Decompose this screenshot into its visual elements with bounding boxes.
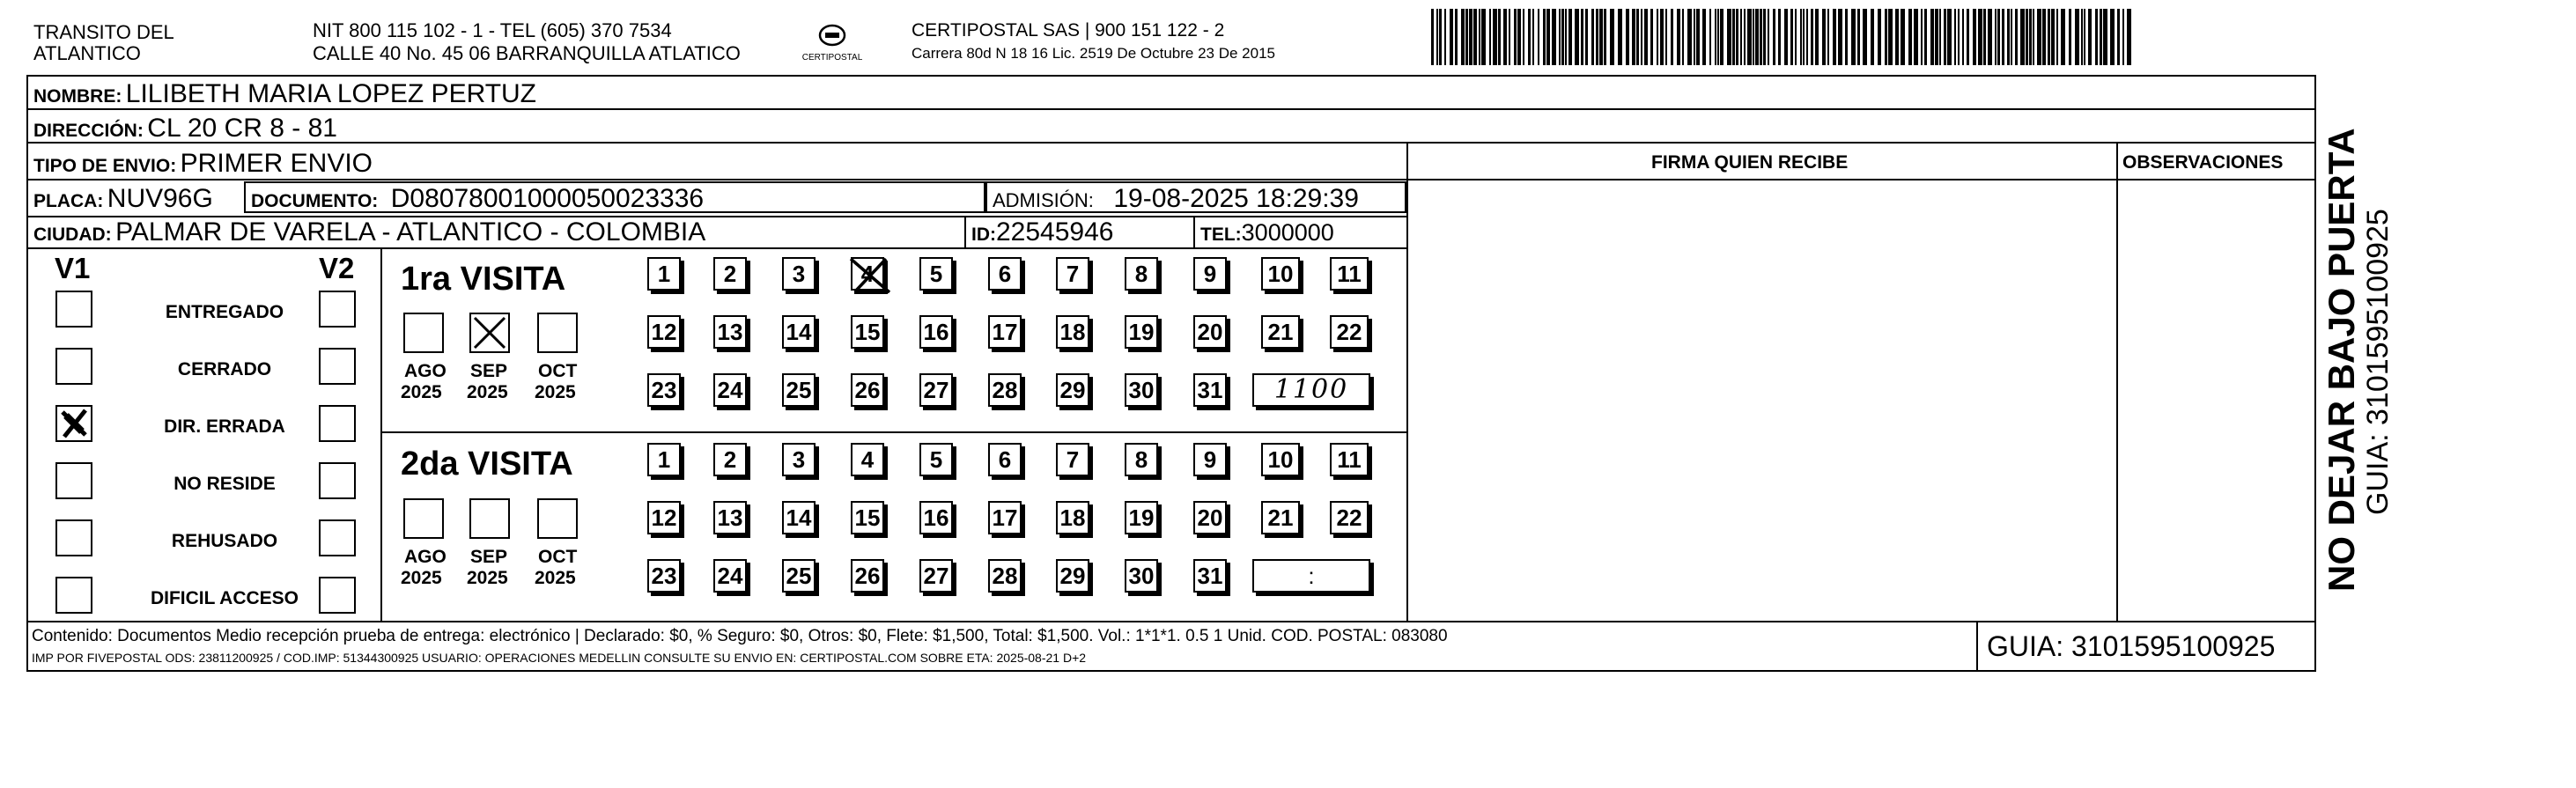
year-label: 2025	[401, 382, 442, 402]
day-box[interactable]: 27	[919, 373, 953, 407]
day-box[interactable]: 3	[782, 257, 816, 291]
year-label: 2025	[535, 382, 576, 402]
status-label: DIR. ERRADA	[164, 416, 285, 437]
day-box[interactable]: 8	[1125, 443, 1158, 476]
status-label: NO RESIDE	[173, 474, 276, 494]
day-box[interactable]: 10	[1261, 443, 1300, 476]
direccion-field	[33, 115, 337, 142]
documento-field	[251, 186, 704, 212]
status-label: REHUSADO	[171, 531, 278, 551]
day-box[interactable]: 12	[647, 501, 681, 534]
id-label: ID:	[971, 225, 996, 245]
day-box[interactable]: 12	[647, 315, 681, 349]
month-label: OCT	[538, 361, 578, 381]
day-box[interactable]: 19	[1125, 501, 1158, 534]
day-box[interactable]: 24	[713, 373, 747, 407]
documento-value: D08078001000050023336	[390, 184, 705, 213]
day-box[interactable]: 27	[919, 559, 953, 593]
day-box[interactable]: 31	[1193, 373, 1227, 407]
v1-checkbox[interactable]	[55, 348, 92, 385]
day-box[interactable]: 3	[782, 443, 816, 476]
year-label: 2025	[535, 568, 576, 588]
day-box[interactable]: 25	[782, 559, 816, 593]
day-box[interactable]: 16	[919, 501, 953, 534]
admision-field	[993, 186, 1359, 212]
day-box[interactable]: 15	[851, 501, 884, 534]
day-box[interactable]: 18	[1056, 315, 1089, 349]
barcode	[1431, 9, 2136, 67]
tipo-envio-label: TIPO DE ENVIO:	[33, 156, 177, 176]
day-box[interactable]: 30	[1125, 559, 1158, 593]
day-box[interactable]: 13	[713, 315, 747, 349]
day-box[interactable]: 23	[647, 559, 681, 593]
footer-imp: IMP POR FIVEPOSTAL ODS: 23811200925 / COD.IMP: 51344300925 USUARIO: OPERACIONES MEDELLIN CONSULTE SU ENVIO EN: CERTIPOSTAL.COM SOBRE ETA: 2025-08-21 D+2	[32, 651, 1087, 665]
day-box[interactable]: 17	[988, 501, 1022, 534]
observaciones-header: OBSERVACIONES	[2122, 152, 2284, 173]
documento-label: DOCUMENTO:	[251, 191, 379, 211]
day-box[interactable]: 20	[1193, 501, 1227, 534]
tipo-envio-field	[33, 151, 373, 177]
day-box[interactable]: 6	[988, 257, 1022, 291]
ciudad-label: CIUDAD:	[33, 225, 112, 245]
month-checkbox[interactable]	[537, 498, 578, 539]
v2-checkbox[interactable]	[319, 519, 356, 556]
v2-checkbox[interactable]	[319, 577, 356, 614]
day-box[interactable]: 19	[1125, 315, 1158, 349]
nit-line: NIT 800 115 102 - 1 - TEL (605) 370 7534	[313, 19, 672, 41]
visit2-title: 2da VISITA	[401, 446, 573, 482]
day-box[interactable]: 11	[1330, 443, 1369, 476]
visit1-title: 1ra VISITA	[401, 261, 566, 298]
month-label: OCT	[538, 547, 578, 567]
day-box[interactable]: 31	[1193, 559, 1227, 593]
day-box[interactable]: 1	[647, 257, 681, 291]
month-checkbox[interactable]	[469, 313, 510, 353]
month-label: AGO	[404, 361, 447, 381]
status-label: ENTREGADO	[165, 302, 284, 322]
footer-contenido: Contenido: Documentos Medio recepción prueba de entrega: electrónico | Declarado: $0, % Seguro: $0, Otros: $0, Flete: $1,500, Total: $1,500. Vol.: 1*1*1. 0.5 1 Unid. COD. POSTAL: 083080	[32, 627, 1448, 645]
day-box[interactable]: 15	[851, 315, 884, 349]
nombre-label: NOMBRE:	[33, 86, 122, 107]
month-checkbox[interactable]	[403, 498, 444, 539]
entity-name-line1: TRANSITO DEL	[33, 21, 174, 43]
day-box[interactable]: 20	[1193, 315, 1227, 349]
day-box[interactable]: 13	[713, 501, 747, 534]
company-address: Carrera 80d N 18 16 Lic. 2519 De Octubre 23 De 2015	[912, 45, 1275, 62]
day-box[interactable]: 2	[713, 257, 747, 291]
year-label: 2025	[467, 568, 508, 588]
day-box[interactable]: 21	[1261, 315, 1300, 349]
day-box[interactable]: 18	[1056, 501, 1089, 534]
month-label: SEP	[470, 547, 508, 567]
day-box[interactable]: 14	[782, 315, 816, 349]
day-box[interactable]: 4	[851, 257, 884, 291]
day-box[interactable]: 11	[1330, 257, 1369, 291]
company-line: CERTIPOSTAL SAS | 900 151 122 - 2	[912, 20, 1225, 41]
v2-checkbox[interactable]	[319, 462, 356, 499]
day-box[interactable]: 7	[1056, 443, 1089, 476]
day-box[interactable]: 30	[1125, 373, 1158, 407]
day-box[interactable]: 22	[1330, 501, 1369, 534]
month-label: AGO	[404, 547, 447, 567]
entity-name-line2: ATLANTICO	[33, 42, 141, 64]
ciudad-value: PALMAR DE VARELA - ATLANTICO - COLOMBIA	[115, 217, 706, 247]
v2-checkbox[interactable]	[319, 291, 356, 328]
month-label: SEP	[470, 361, 508, 381]
month-checkbox[interactable]	[537, 313, 578, 353]
tipo-envio-value: PRIMER ENVIO	[180, 149, 373, 178]
tel-field	[1200, 221, 1334, 245]
placa-label: PLACA:	[33, 191, 104, 211]
placa-field	[33, 186, 213, 212]
year-label: 2025	[467, 382, 508, 402]
day-box[interactable]: 10	[1261, 257, 1300, 291]
day-box[interactable]: 5	[919, 443, 953, 476]
v1-checkbox[interactable]	[55, 291, 92, 328]
day-box[interactable]: 26	[851, 373, 884, 407]
tel-value: 3000000	[1241, 219, 1334, 246]
year-label: 2025	[401, 568, 442, 588]
id-value: 22545946	[996, 217, 1114, 247]
v1-label: V1	[55, 252, 91, 284]
day-box[interactable]: 23	[647, 373, 681, 407]
day-box[interactable]: 9	[1193, 257, 1227, 291]
day-box[interactable]: 9	[1193, 443, 1227, 476]
day-box[interactable]: 17	[988, 315, 1022, 349]
status-label: CERRADO	[177, 359, 272, 379]
direccion-value: CL 20 CR 8 - 81	[147, 114, 337, 143]
day-box[interactable]: 22	[1330, 315, 1369, 349]
v1-checkbox[interactable]	[55, 405, 92, 442]
day-box[interactable]: 29	[1056, 373, 1089, 407]
day-box[interactable]: 26	[851, 559, 884, 593]
day-box[interactable]: 28	[988, 559, 1022, 593]
v2-label: V2	[319, 252, 355, 284]
day-box[interactable]: 2	[713, 443, 747, 476]
v2-checkbox[interactable]	[319, 348, 356, 385]
day-box[interactable]: 14	[782, 501, 816, 534]
side-warning: NO DEJAR BAJO PUERTA	[2321, 128, 2362, 592]
day-box[interactable]: 6	[988, 443, 1022, 476]
address-line: CALLE 40 No. 45 06 BARRANQUILLA ATLATICO	[313, 42, 741, 64]
v1-checkbox[interactable]	[55, 462, 92, 499]
admision-label: ADMISIÓN:	[993, 189, 1094, 211]
ciudad-field	[33, 219, 705, 246]
certipostal-logo	[797, 19, 867, 65]
admision-value: 19-08-2025 18:29:39	[1113, 184, 1359, 213]
id-field	[971, 219, 1113, 246]
tel-label: TEL:	[1200, 225, 1242, 245]
day-box[interactable]: 24	[713, 559, 747, 593]
day-box[interactable]: 7	[1056, 257, 1089, 291]
month-checkbox[interactable]	[469, 498, 510, 539]
svg-text:CERTIPOSTAL: CERTIPOSTAL	[801, 53, 863, 63]
nombre-field	[33, 81, 536, 107]
day-box[interactable]: 4	[851, 443, 884, 476]
status-label: DIFICIL ACCESO	[150, 588, 299, 608]
day-box[interactable]: 21	[1261, 501, 1300, 534]
day-box[interactable]: 28	[988, 373, 1022, 407]
nombre-value: LILIBETH MARIA LOPEZ PERTUZ	[125, 79, 537, 108]
day-box[interactable]: 25	[782, 373, 816, 407]
day-box[interactable]: 1	[647, 443, 681, 476]
day-box[interactable]: 29	[1056, 559, 1089, 593]
time-box[interactable]: :	[1252, 559, 1370, 593]
day-box[interactable]: 16	[919, 315, 953, 349]
v2-checkbox[interactable]	[319, 405, 356, 442]
footer-guia: GUIA: 3101595100925	[1987, 630, 2276, 662]
side-guia: GUIA: 3101595100925	[2361, 209, 2395, 515]
firma-header: FIRMA QUIEN RECIBE	[1651, 152, 1849, 173]
v1-checkbox[interactable]	[55, 519, 92, 556]
day-box[interactable]: 5	[919, 257, 953, 291]
time-box[interactable]: 1100	[1252, 373, 1370, 407]
month-checkbox[interactable]	[403, 313, 444, 353]
placa-value: NUV96G	[107, 184, 213, 213]
direccion-label: DIRECCIÓN:	[33, 121, 144, 141]
v1-checkbox[interactable]	[55, 577, 92, 614]
day-box[interactable]: 8	[1125, 257, 1158, 291]
